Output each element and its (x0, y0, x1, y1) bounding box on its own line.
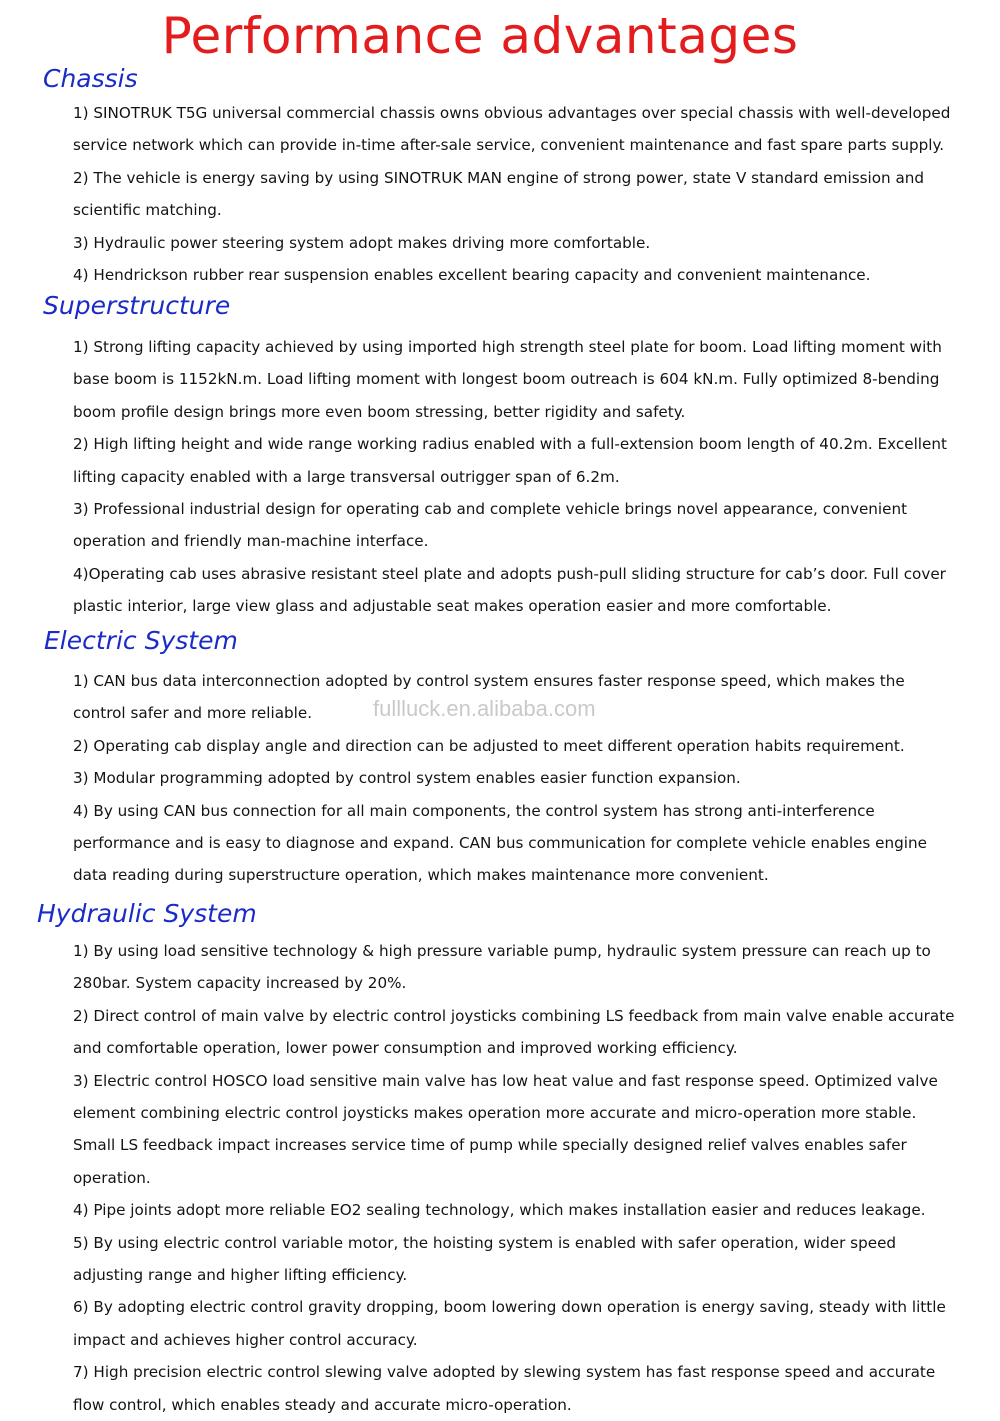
watermark: fullluck.en.alibaba.com (373, 696, 596, 721)
section-heading-hydraulic-system: Hydraulic System (37, 899, 257, 928)
section-heading-chassis: Chassis (43, 64, 138, 93)
list-item: 6) By adopting electric control gravity dropping, boom lowering down operation is energy saving, steady with little impact and achieves higher control accuracy. (73, 1298, 946, 1349)
list-item: 5) By using electric control variable motor, the hoisting system is enabled with safer operation, wider speed adjusting range and higher lifting efficiency. (73, 1233, 897, 1285)
list-item: 3) Modular programming adopted by control system enables easier function expansion. (73, 769, 741, 788)
superstructure-list (73, 331, 958, 623)
list-item: 2) Direct control of main valve by electric control joysticks combining LS feedback from main valve enable accurate and comfortable operation, lower power consumption and improved working efficiency. (73, 1006, 955, 1058)
list-item: 1) By using load sensitive technology & high pressure variable pump, hydraulic system pressure can reach up to 280bar. System capacity increased by 20%. (73, 942, 931, 993)
section-heading-electric-system: Electric System (44, 626, 238, 655)
list-item: 3) Hydraulic power steering system adopt makes driving more comfortable. (73, 233, 651, 252)
section-heading-superstructure: Superstructure (43, 291, 231, 320)
list-item: 4) By using CAN bus connection for all main components, the control system has strong anti-interference performance and is easy to diagnose and expand. CAN bus communication for complete vehicle enables engine data reading during superstructure operation, which makes maintenance more convenient. (73, 801, 927, 885)
chassis-list (73, 97, 958, 291)
list-item: 2) The vehicle is energy saving by using SINOTRUK MAN engine of strong power, state V standard emission and scientific matching. (73, 168, 925, 220)
list-item: 2) Operating cab display angle and direction can be adjusted to meet different operation habits requirement. (73, 736, 905, 755)
page-title: Performance advantages (161, 7, 799, 65)
list-item: 4)Operating cab uses abrasive resistant steel plate and adopts push-pull sliding structure for cab’s door. Full cover plastic interior, large view glass and adjustable seat makes operation easier and more comfortable. (73, 564, 946, 616)
list-item: 2) High lifting height and wide range working radius enabled with a full-extension boom length of 40.2m. Excellent lifting capacity enabled with a large transversal outrigger span of 6.2m. (73, 435, 947, 486)
hydraulic-system-list (73, 935, 958, 1421)
list-item: 1) Strong lifting capacity achieved by using imported high strength steel plate for boom. Load lifting moment with base boom is 1152kN.m. Load lifting moment with longest boom outreach is 604 kN.m. Fully optimized 8-bending boom profile design brings more even boom stressing, better rigidity and safety. (73, 338, 942, 421)
list-item: 1) CAN bus data interconnection adopted by control system ensures faster response speed, which makes the control safer and more reliable. (73, 672, 905, 723)
list-item: 4) Hendrickson rubber rear suspension enables excellent bearing capacity and convenient maintenance. (73, 266, 871, 285)
list-item: 3) Electric control HOSCO load sensitive main valve has low heat value and fast response speed. Optimized valve element combining electric control joysticks makes operation more accurate and micro-operation more stable. Small LS feedback impact increases service time of pump while specially designed relief valves enables safer operation. (73, 1071, 938, 1187)
list-item: 3) Professional industrial design for operating cab and complete vehicle brings novel appearance, convenient operation and friendly man-machine interface. (73, 500, 908, 551)
list-item: 4) Pipe joints adopt more reliable EO2 sealing technology, which makes installation easier and reduces leakage. (73, 1201, 926, 1220)
list-item: 7) High precision electric control slewing valve adopted by slewing system has fast response speed and accurate flow control, which enables steady and accurate micro-operation. (73, 1363, 936, 1414)
list-item: 1) SINOTRUK T5G universal commercial chassis owns obvious advantages over special chassis with well-developed service network which can provide in-time after-sale service, convenient maintenance and fast spare parts supply. (73, 104, 951, 155)
